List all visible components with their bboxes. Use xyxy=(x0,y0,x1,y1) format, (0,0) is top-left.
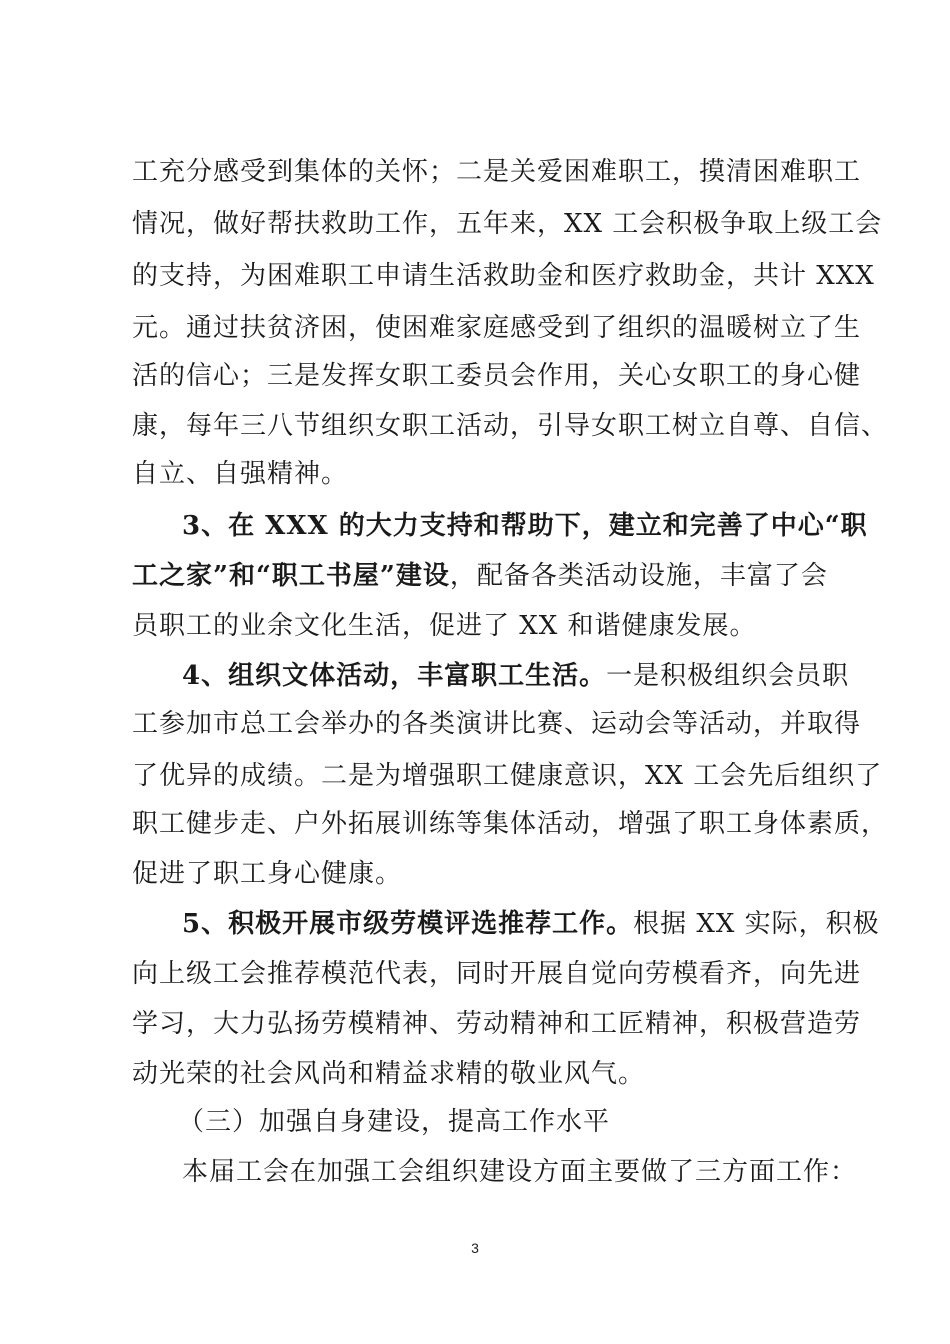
body-text-line xyxy=(132,152,862,192)
line-text: 员职工的业余文化生活，促进了 XX 和谐健康发展。 xyxy=(132,611,757,641)
line-text: 自立、自强精神。 xyxy=(132,459,349,489)
line-text: 工充分感受到集体的关怀；二是关爱困难职工，摸清困难职工 xyxy=(132,157,862,187)
heading-bold-text: 3、在 XXX 的大力支持和帮助下，建立和完善了中心“职 xyxy=(182,511,868,541)
line-text: 活的信心；三是发挥女职工委员会作用，关心女职工的身心健 xyxy=(132,361,862,391)
heading-bold-text: 5、积极开展市级劳模评选推荐工作。 xyxy=(182,909,634,939)
body-text-line xyxy=(132,556,852,596)
body-text-line xyxy=(132,954,862,994)
line-text: 促进了职工身心健康。 xyxy=(132,859,403,889)
line-text: 职工健步走、户外拓展训练等集体活动，增强了职工身体素质， xyxy=(132,809,889,839)
body-text-line xyxy=(182,1152,902,1192)
body-text-line xyxy=(132,854,852,894)
line-text: 根据 XX 实际，积极 xyxy=(633,909,880,939)
section-heading-line xyxy=(182,506,902,546)
body-text-line xyxy=(132,406,889,446)
line-text: 康，每年三八节组织女职工活动，引导女职工树立自尊、自信、 xyxy=(132,411,889,441)
body-text-line xyxy=(132,454,852,494)
line-text: 动光荣的社会风尚和精益求精的敬业风气。 xyxy=(132,1059,646,1089)
line-text: 情况，做好帮扶救助工作，五年来，XX 工会积极争取上级工会 xyxy=(132,209,883,239)
body-text-line xyxy=(132,756,883,796)
heading-bold-text: 工之家”和“职工书屋”建设 xyxy=(132,561,450,591)
line-text: 一是积极组织会员职 xyxy=(606,661,850,691)
subsection-heading xyxy=(178,1102,898,1142)
body-text-line xyxy=(132,1004,862,1044)
line-text: 学习，大力弘扬劳模精神、劳动精神和工匠精神，积极营造劳 xyxy=(132,1009,862,1039)
line-text: （三）加强自身建设，提高工作水平 xyxy=(178,1107,611,1137)
section-heading-line xyxy=(182,904,902,944)
line-text: ，配备各类活动设施，丰富了会 xyxy=(449,561,828,591)
body-text-line xyxy=(132,1054,852,1094)
line-text: 了优异的成绩。二是为增强职工健康意识，XX 工会先后组织了 xyxy=(132,761,883,791)
line-text: 工参加市总工会举办的各类演讲比赛、运动会等活动，并取得 xyxy=(132,709,862,739)
body-text-line xyxy=(132,356,862,396)
body-text-line xyxy=(132,704,862,744)
body-text-line xyxy=(132,256,875,296)
body-text-line xyxy=(132,606,852,646)
heading-bold-text: 4、组织文体活动，丰富职工生活。 xyxy=(182,661,607,691)
body-text-line xyxy=(132,308,862,348)
section-heading-line xyxy=(182,656,902,696)
line-text: 的支持，为困难职工申请生活救助金和医疗救助金，共计 XXX xyxy=(132,261,875,291)
body-text-line xyxy=(132,204,883,244)
line-text: 本届工会在加强工会组织建设方面主要做了三方面工作： xyxy=(182,1157,858,1187)
page-number: 3 xyxy=(471,1240,479,1256)
line-text: 元。通过扶贫济困，使困难家庭感受到了组织的温暖树立了生 xyxy=(132,313,862,343)
body-text-line xyxy=(132,804,889,844)
line-text: 向上级工会推荐模范代表，同时开展自觉向劳模看齐，向先进 xyxy=(132,959,862,989)
